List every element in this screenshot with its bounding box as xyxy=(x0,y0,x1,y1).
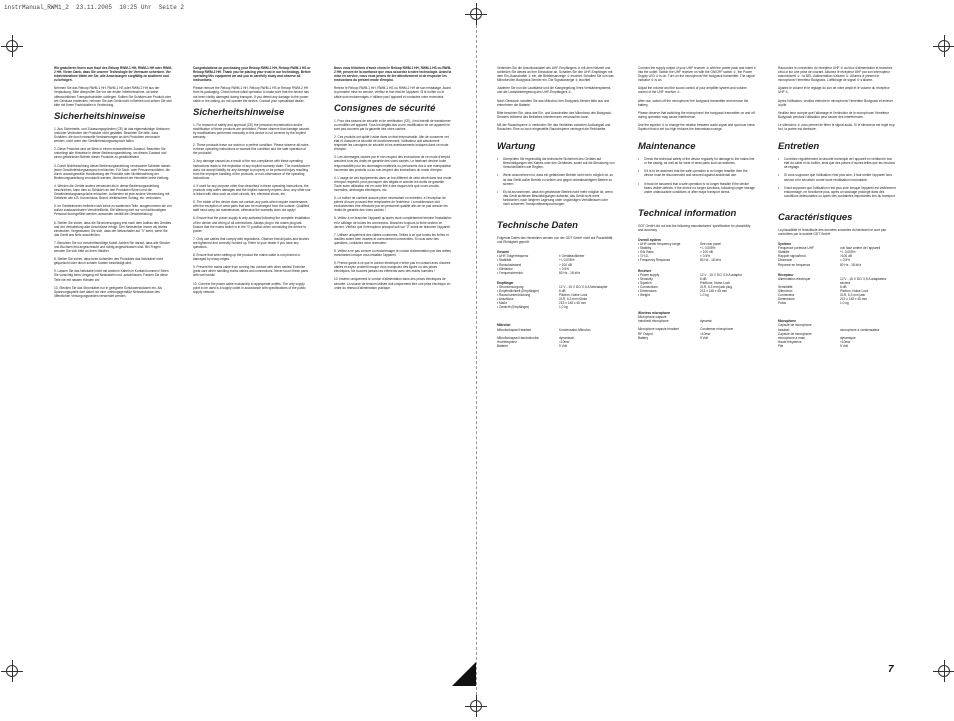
safety-item: 6. Veillez à ne brancher l'appareil qu'après avoir complètement terminé l'installation et le câblage de toutes les connexions. Branchez toujours la fiche secteur en dernier. Vérifiez que l'interrupteur principal soit sur "0" avant de brancher l'appareil. xyxy=(334,216,452,229)
spec-key: • T.H.D. xyxy=(638,254,649,259)
spec-key: • Sensivity xyxy=(638,276,653,281)
spec-key: Connecteur xyxy=(778,293,795,298)
safety-item: 2. These products leave our works in a perfect condition. Please observe all notes in these operating instructions to warrant this condition and the safe operation of the products! xyxy=(193,143,309,156)
spec-value: 6 dB xyxy=(559,289,566,293)
spec-key: Mikrofonkapsel Headset xyxy=(497,327,532,332)
page-number-left: 2 xyxy=(452,662,476,686)
safety-item: 1. For reasons of safety and approval (CE) the personal reconstruction and/or modification of these products are prohibited. Please observe that damage caused by modifications performed manually to this device is not covered by the implied warranty. xyxy=(193,122,310,140)
spec-key: Silencieux xyxy=(778,289,793,293)
spec-key: • Stabilität xyxy=(497,258,512,263)
spec-key: • S/N Ratio xyxy=(638,250,654,255)
spec-value: +/- 0.005% xyxy=(700,246,716,251)
safety-item: 4. Werden die Geräte anders verwendet als in dieser Bedienungsanleitung beschrieben, kann dies zu Schäden an den Produkten führen und die Gewährleistungsansprüche erlöschen. Außerdem ist jede andere Verwendung mit Gefahren wie z.B. Kurzschluss, Brand, elektrischem Schlag, etc. verbunden. xyxy=(54,183,170,201)
spec-value: Kondensator-Mikrofon xyxy=(559,327,591,332)
spec-row xyxy=(778,301,896,305)
maintenance-bullet: • Es ist anzunehmen, dass ein gefahrloser Betrieb nicht mehr möglich ist, wenn das Gerät sichtbare Beschädigungen aufweist, das Gerät nicht mehr funktioniert, nach längerer Lagerung unter ungünstigen Verhältnissen oder nach schweren Transportbeanspruchungen. xyxy=(497,190,615,206)
spec-key: • Weight xyxy=(638,293,650,298)
safety-item: 10. Connect the power cable exclusively to appropriate outlets. The only supply point to be used is a supply outlet in accordance with specifications of the public supply network. xyxy=(193,281,306,294)
safety-item: 8. Stellen Sie sicher, dass beim Aufstellen des Produktes das Netzkabel nicht gequetscht oder durch scharfe Kanten beschädigt wird. xyxy=(54,257,163,266)
spec-key: • Power supply xyxy=(638,272,660,277)
safety-item: 7. Benutzen Sie nur vorschriftsmäßige Kabel. Achten Sie darauf, dass alle Stecker und Buchsen fest angeschraubt und richtig angeschlossen sind. Bei Fragen wenden Sie sich bitte an Ihren Händler. xyxy=(54,240,171,254)
spec-key: Mikrofonkapsel Handmikrofon xyxy=(497,335,540,340)
spec-value: ± Geräteaufkleber xyxy=(559,254,585,259)
instruction-paragraph: Veuillez tenir compte que l'allumage et l'extinction de le microphone/ l'émetteur Bodypack pendant l'utilisation peut causer des interférences. xyxy=(778,110,889,119)
safety-item: 7. Only use cables that comply with regulations. Observe that all jacks and bushes are tightened and correctly hooked up. Refer to your dealer if you have any questions. xyxy=(193,236,310,249)
spec-value: 80 Hz - 18 kHz xyxy=(700,258,722,263)
spec-key: microphone à main xyxy=(778,335,806,340)
page-fold xyxy=(476,20,477,710)
safety-item: 10. Insérez uniquement le cordon d'alimentation dans des prises électriques de sécurité. La source de tension utilisée doit uniquement être une prise électrique en ordre du réseau d'alimentation publique. xyxy=(334,277,451,290)
spec-group-title: Système xyxy=(778,242,792,247)
spec-key: Microphone capsule xyxy=(638,315,667,320)
spec-value: 1,0 kg xyxy=(559,305,568,310)
spec-value: 12 V - 15 V DC/ 0.5 A adaptor xyxy=(700,272,742,277)
intro-text: Nous vous félicitons d'avoir choisi le Reloop RWM-1 HH, RWM-1 HS ou RWM-2 HH, preuve de la confiance que vous accordez à notre technologie. Avant la mise en service, nous vous prions de lire attentivement et de respecter les instructions du présent mode d'emploi. xyxy=(334,66,452,83)
spec-value: dynamisch xyxy=(559,335,575,340)
spec-value: 6 dB xyxy=(840,284,847,289)
spec-key: Dimensions xyxy=(778,297,795,302)
safety-list xyxy=(54,127,172,298)
instruction-paragraph: After use, switch off the microphone/ the bodypack transmitter and remove the battery. xyxy=(638,98,749,107)
safety-item: 5. Im Geräteinneren befinden sich keine zu wartenden Teile, ausgenommen die von außen austauschbaren Verschleißteile. Die Wartung darf nur von fachkundigem Personal durchgeführt werden, ansonsten verfällt die Gewährleistung! xyxy=(54,204,172,217)
spec-key: Poids xyxy=(778,301,786,306)
instruction-paragraph: Après l'utilisation, veuillez éteindre le microphone/ l'émetteur Bodypack et enlever la pile. xyxy=(778,98,893,107)
page-number-right: 7 xyxy=(888,664,894,675)
spec-value: See rear panel xyxy=(700,242,721,247)
column-en-right xyxy=(638,66,756,340)
safety-item: 3. Durch Nichtbeachtung dieser Bedienungsanleitung verursachte Schäden lassen jeden Gewährleistungsanspruch erlöschen. Für Sach- oder Personenschäden, die durch unsachgemäße Handhabung der Produkte oder Nichtbeachtung der Bedienungsanleitung verursacht werden, übernimmt der Hersteller keine Haftung. xyxy=(54,163,171,180)
spec-value: 213 x 148 x 45 mm xyxy=(840,297,868,302)
spec-group-title: Empfänger xyxy=(497,280,514,285)
spec-key: • Empfindlichkeit (Empfänger) xyxy=(497,289,540,293)
spec-value: +/- 0,005% xyxy=(559,258,575,263)
spec-group-title: Mikrofon xyxy=(497,323,511,328)
spec-value: XLR, 6,3 mm jack xyxy=(840,293,866,298)
safety-list xyxy=(334,119,452,290)
spec-value: 12 V - 15 V DC/ 0,5 A Netzadapter xyxy=(559,284,608,289)
spec-row xyxy=(778,263,896,267)
column-en xyxy=(193,66,311,298)
maintenance-bullet: • Wenn anzunehmen ist, dass ein gefahrloser Betrieb nicht mehr möglich ist, so ist das Gerät außer Betrieb zu setzen und gegen unbeabsichtigten Betrieb zu sichern. xyxy=(497,173,615,185)
crop-mark-icon xyxy=(6,665,18,677)
spec-row xyxy=(778,344,896,348)
spec-key: Réponse en fréquence xyxy=(778,262,811,267)
intro-text: Congratulations on purchasing your Reloop RWM-1 HH, Reloop RWM-1 HS or Reloop RWM-2 HH. Thank you for placing your trust in our technology. Before operating this equipment we ask you to carefully study and observe all instructions. xyxy=(193,66,311,83)
safety-list xyxy=(193,123,311,294)
spec-value: Pilotton, Noise Lock xyxy=(840,289,869,293)
column-fr-right xyxy=(778,66,896,348)
spec-key: • Frequency Response xyxy=(638,258,671,263)
spec-value: voir face arrière de l'appareil xyxy=(840,246,881,251)
spec-row xyxy=(638,336,756,340)
spec-key: Battery xyxy=(638,335,649,340)
spec-group-title: Overall system xyxy=(638,237,661,242)
spec-row xyxy=(638,258,756,262)
specs-heading: Technische Daten xyxy=(497,220,578,232)
column-de-right xyxy=(497,66,615,348)
instruction-paragraph: Mit der Rauschsperre ⑨ verändern Sie das Verhältnis zwischen Audiosignal und Rauschen. Eine zu hoch eingestellte Rauschsperre verringert die Reichweite. xyxy=(497,122,611,132)
intro-text-2: Retirez le Reloop RWM-1 HH, RWM-1 HS ou RWM-2 HH de son emballage. Avant la première mise en service, vérifiez le bon état de l'appareil. Si le boîtier ou le câble sont endommagés, n'utilisez pas l'appareil et contactez votre revendeur. xyxy=(334,86,451,99)
instruction-paragraph: Nach Gebrauch schalten Sie das Mikrofon/ den Bodypack-Sender bitte aus und entnehmen die Batterie. xyxy=(497,98,610,107)
spec-row xyxy=(497,305,615,309)
spec-value: < 0,5% xyxy=(559,266,570,271)
instruction-paragraph: Ajustez le volume et le réglage du son de votre ampli et le volume du récepteur UHF ④. xyxy=(778,86,890,95)
spec-key: • Maße xyxy=(497,301,508,306)
spec-value: <10mw xyxy=(840,339,851,344)
spec-key: Sensibilité xyxy=(778,284,793,289)
safety-item: 5. Le boîtier ne contient aucune pièce nécessitant un entretien, à l'exception de pièces d'usure pouvant être remplacées de l'extérieur. La maintenance doit exclusivement être effectuée par un personnel qualifié afin de ne pas annuler les droits de garantie des vices cachés ! xyxy=(334,196,448,213)
spec-value: 80 Hz - 18 kHz xyxy=(840,262,862,267)
maintenance-bullet: • Si vous supposez que l'utilisation n'est plus sûre, il faut mettre l'appareil hors service et le sécuriser contre toute réutilisation involontaire. xyxy=(778,173,896,181)
specs-heading: Technical information xyxy=(638,207,737,219)
spec-row xyxy=(638,293,756,297)
spec-value: 213 x 148 x 45 mm xyxy=(700,289,728,293)
spec-key: • Frequenzbereich xyxy=(497,270,523,275)
crop-mark-icon xyxy=(470,700,482,712)
spec-value: 6 dB xyxy=(700,276,707,281)
spec-value: 1,0 kg xyxy=(840,301,849,306)
spec-group-title: Récepteur xyxy=(778,272,794,277)
safety-item: 2. Ces produits ont quitté l'usine dans un état irréprochable. Afin de conserver cet état et d'assurer la sécurité de fonctionnement, l'utilisateur doit absolument respecter les consignes de sécurité et les avertissements indiqués dans ce mode d'emploi. xyxy=(334,134,449,152)
column-fr xyxy=(334,66,452,294)
spec-value: 9 Volt xyxy=(700,335,708,340)
spec-value: Pilottone, Noise Lock xyxy=(700,280,730,285)
specs-heading: Caractéristiques xyxy=(778,211,853,223)
spec-value: > 100 dB xyxy=(559,262,572,267)
spec-value: < 0,5% xyxy=(840,258,851,263)
section-heading: Consignes de sécurité xyxy=(334,102,436,114)
spec-value: 9 Volt xyxy=(559,343,567,348)
specs-intro: La plausibilité et l'exactitude des données suivantes du fabricant ne sont pas contrôlées par la société GDT GmbH. xyxy=(778,227,886,236)
section-heading: Sicherheitshinweise xyxy=(193,106,285,118)
spec-key: Pile xyxy=(778,343,784,348)
instruction-paragraph: Verbinden Sie die Anschlusskabel des UHF-Empfängers ⑩ mit dem Netzteil und schließen Sie dieses an Ihre Steckdose an. Schalten Sie den UHF-Empfänger mit dem Ein-/Ausschalter ① ein, die Betriebsanzeige ② leuchtet. Schalten Sie nun das Mikrofon/den Bodypack-Sender ein. Die Signalanzeige ⑤ leuchtet. xyxy=(497,66,614,83)
spec-key: Rapport signal/bruit xyxy=(778,254,806,259)
spec-value: +/- 0,005% xyxy=(840,250,856,255)
safety-item: 6. Ensure that the power supply is only activated following the complete installation of the device and wiring of all connections. Always plug in the mains plug last. Ensure that the mains switch is in the "0" position when connecting the device to power. xyxy=(193,216,310,233)
spec-value: XLR, 6.3 mm jack plug xyxy=(700,284,733,289)
instruction-paragraph: Adjust the volume and the sound control of your amplifier system and volume control of the UHF receiver ④. xyxy=(638,86,747,95)
spec-key: • Anschluss xyxy=(497,297,514,302)
crop-mark-icon xyxy=(938,40,950,52)
spec-value: dynamic xyxy=(700,319,712,324)
safety-item: 8. Ensure that when setting up the product the mains cable is not pinched or damaged by sharp edges. xyxy=(193,253,301,262)
spec-key: Capsule de microphone xyxy=(778,331,812,336)
spec-key: Capsule de microphone xyxy=(778,323,812,328)
specs-intro: GDT GmbH did not test the following manufacturers' specification for plausibility and accuracy. xyxy=(638,223,751,232)
spec-value: 9 Volt xyxy=(840,343,848,348)
spec-value: dynamique xyxy=(840,335,856,340)
safety-item: 6. Stellen Sie sicher, dass die Stromversorgung erst nach dem Aufbau des Gerätes und der Verkabelung aller Anschlüsse erfolgt. Den Netzstecker immer als letztes einstecken. Vergewissern Sie sich, dass der Netzschalter auf "0" steht, wenn Sie das Gerät ans Netz anschließen. xyxy=(54,220,172,237)
instruction-paragraph: Connect the supply output of your UHF receiver ⑩ with the power pack and insert it into the outlet. Switch the UHF receiver on with the ON/OFF switch ①, the Power Supply LED ② is on. Turn on the microphone/ the bodypack transmitter. The signal indicator ⑤ is on. xyxy=(638,66,756,83)
spec-value: > 100 dB xyxy=(700,250,713,255)
spec-key: • Gewicht (Empfänger) xyxy=(497,305,530,310)
crop-mark-icon xyxy=(470,8,482,20)
instruction-paragraph: Raccordez le connecteur du récepteur UHF ⑩ au bloc d'alimentation et branchez celui-ci sur une prise de courant. Allumez le récepteur UHF par son interrupteur marche/arrêt ① : la DEL d'alimentation s'allume ②. Allumez à présent le microphone/ l'émetteur Bodypack. L'affichage de signal ⑤ s'allume. xyxy=(778,66,893,83)
spec-key: Microphone capsule headset xyxy=(638,327,679,332)
spec-key: Fréquence porteuse UHF xyxy=(778,246,814,251)
file-header: instrManual_RWM1_2 23.11.2005 10:25 Uhr Seite 2 xyxy=(4,4,185,11)
spec-value: 1.0 kg xyxy=(700,293,709,298)
spec-key: Distorsion xyxy=(778,258,793,263)
spec-key: handheld microphone xyxy=(638,319,669,324)
spec-value: XLR, 6,3 mm Klinke xyxy=(559,297,588,302)
crop-mark-icon xyxy=(938,665,950,677)
spec-key: Haute fréquence xyxy=(778,339,802,344)
spec-value: 80 Hz - 18 kHz xyxy=(559,270,581,275)
safety-item: 9. Prevent the mains cable from coming into contact with other cables! Exercise great care when handling mains cables and connections. Never touch these parts with wet hands! xyxy=(193,265,308,278)
instruction-paragraph: Bitte beachten Sie, dass das Ein- und Ausschalten des Mikrofons/ des Bodypack-Senders während des Betriebes Interferenzen verursachen kann. xyxy=(497,110,612,119)
spec-value: 12 V - 15 V DC/ 0,5 A adaptateur secteur xyxy=(840,276,887,285)
maintenance-bullet: • Überprüfen Sie regelmäßig die technische Sicherheit des Gerätes auf Beschädigungen des Kabels oder des Gehäuses, sowie auf die Abnutzung von Verschleißteilen wie Reglern. xyxy=(497,157,615,169)
maintenance-bullet: • If it is to be assumed that the safe operation is no longer feasible then the device must be disconnected and secured against accidental use. xyxy=(638,169,756,177)
spec-group-title: Gesamt xyxy=(497,250,509,255)
spec-key: headset xyxy=(778,327,790,332)
maintenance-bullet: • Contrôlez régulièrement la sécurité technique de l'appareil en vérifiant le bon état du câble et du boîtier, ainsi que des pièces d'usures telles que les boutons de réglage. xyxy=(778,157,896,169)
spec-key: • Rauschabstand xyxy=(497,262,522,267)
safety-item: 8. Veillez à ne pas coincer ou endommager le cordon d'alimentation par des arêtes tranchantes lorsque vous installez l'appareil. xyxy=(334,249,451,258)
spec-key: Alimentation électrique xyxy=(778,276,811,281)
intro-text: Wir gratulieren Ihnen zum Kauf des Reloop RWM-1 HH, RWM-1 HH oder RWM-2 HH. Vielen Dank, dass Sie unserer Technologie Ihr Vertrauen schenken. Vor Inbetriebnahme bitten wir Sie, alle Anweisungen sorgfältig zu studieren und zu befolgen. xyxy=(54,66,172,83)
spec-group-title: Wireless microphone xyxy=(638,311,671,316)
spec-value: 213 x 148 x 45 mm xyxy=(559,301,587,306)
safety-item: 5. The inside of the device does not contain any parts which require maintenance, with the exception of wear parts that can be exchanged from the outside. Qualified staff must carry out maintenance, otherwise the warranty does not apply! xyxy=(193,200,310,213)
spec-key: • Stromversorgung xyxy=(497,284,524,289)
spec-key: RF Output xyxy=(638,331,653,336)
spec-key: • Squelch xyxy=(638,280,652,285)
intro-text-2: Please remove the Reloop RWM-1 HH, Reloop RWM-1 HS or Reloop RWM-2 HH from its packaging. Check before initial operation to make sure that the device has not been visibly damaged during transport. If you detect any damage to the power cable or the casing, do not operate the device. Contact your specialised dealer. xyxy=(193,86,309,103)
maintenance-heading: Maintenance xyxy=(638,141,696,153)
spec-value: Pilotton, Noise Lock xyxy=(559,293,588,298)
maintenance-heading: Wartung xyxy=(497,141,536,153)
safety-item: 4. If used for any purpose other than described in these operating instructions, the products may suffer damages and the implied warranty expires. Also, any other use is linked with risks such as short circuits, fire, electrical shock, etc. xyxy=(193,183,311,197)
instruction-paragraph: Le silencieux ⑨ vous permet de filtrer le signal audio. Si le silencieux est réglé trop fort, la portée est diminuée. xyxy=(778,122,895,132)
safety-item: 1. Pour des raisons de sécurité et de certification (CE), il est interdit de transformer ou modifier cet appareil. Tous les dégâts dus à une modification de cet appareil ne sont pas couverts par la garantie des vices cachés. xyxy=(334,118,451,131)
safety-item: 2. Diese Produkte sind ab Werk in einem einwandfreien Zustand. Beachten Sie unbedingt alle Hinweise in dieser Bedienungsanleitung, um diesen Zustand und einen gefahrlosen Betrieb dieser Produkte zu gewährleisten! xyxy=(54,147,167,160)
safety-item: 10. Stecken Sie das Stromkabel nur in geeignete Schukosteckdosen ein. Als Spannungsquelle darf dabei nur eine ordnungsgemäße Netzsteckdose des öffentlichen Versorgungsnetzes verwendet werden. xyxy=(54,285,162,298)
maintenance-bullet: • Il faut supposer que l'utilisation n'est plus sûre lorsque l'appareil est visiblement endommagé, ne fonctionne plus, après un stockage prolongé dans des conditions défavorables ou après des contraintes importantes lors du transport. xyxy=(778,186,896,198)
safety-item: 3. Any damage caused as a result of the non-compliance with these operating instructions leads to the expiration of any implied warranty claim. The manufacturer does not accept liability for any damage to property or for personal injury resulting from the improper handling of the products, or non-observance of the operating instructions. xyxy=(193,159,311,180)
section-heading: Sicherheitshinweise xyxy=(54,110,146,122)
spec-row xyxy=(497,344,615,348)
spec-key: Stabilité xyxy=(778,250,790,255)
spec-key: • Connections xyxy=(638,284,658,289)
spec-value: >100 dB xyxy=(840,254,852,259)
instruction-paragraph: Justieren Sie nun die Lautstärke und die Klangregelung Ihres Verstärkersystems und die Lautstärkeregelung des UHF-Empfängers ④. xyxy=(497,86,611,95)
safety-item: 9. Prenez garde à ce que le cordon électrique n'entre pas en contact avec d'autres câbles et soyez prudent lorsque vous manipulez des lignes ou des prises électriques. Ne touchez jamais ces éléments avec des mains humides ! xyxy=(334,261,451,274)
safety-item: 3. Les dommages causés par le non-respect des instructions de ce mode d'emploi annulent tous les droits de garantie des vices cachés. Le fabricant décline toute responsabilité pour les dommages matériels ou personnels dus à une manipulation incorrecte des produits ou au non-respect des instructions du mode d'emploi. xyxy=(334,155,452,172)
spec-key: Hochfrequenz xyxy=(497,339,517,344)
intro-text-2: Nehmen Sie das Reloop RWM-1 HH, RWM-1 HS oder RWM-2 HH aus der Verpackung. Bitte überprüfen Sie vor der ersten Inbetriebnahme, ob keine offensichtlichen Transportschäden vorliegen. Sollten Sie Schäden am Produkt oder am Gehäuse entdecken, nehmen Sie das Gerät nicht in Betrieb und setzen Sie sich bitte mit Ihrem Fachhändler in Verbindung. xyxy=(54,86,173,107)
spec-row xyxy=(497,271,615,275)
safety-item: 9. Lassen Sie das Netzkabel nicht mit anderen Kabeln in Kontakt kommen! Seien Sie vorsichtig beim Umgang mit Netzkabeln und -anschlüssen. Fassen Sie diese Teile nie mit nassen Händen an! xyxy=(54,269,169,282)
spec-key: • Rauschunterdrückung xyxy=(497,293,531,298)
spec-value: <10mw xyxy=(559,339,570,344)
spec-value: microphone à condensateur xyxy=(840,327,880,332)
safety-item: 1. Aus Sicherheits- und Zulassungsgründen (CE) ist das eigenmächtige Umbauen und/oder Verändern der Produkte nicht gestattet. Beachten Sie bitte, dass Schäden, die durch manuelle Veränderungen an den Produkten verursacht werden, nicht unter den Gewährleistungsanspruch fallen. xyxy=(54,126,170,144)
maintenance-heading: Entretien xyxy=(778,141,820,153)
spec-row xyxy=(778,277,896,285)
instruction-paragraph: Please observe that switching the microphone/ the bodypack transmitter on and off during operation may cause interference. xyxy=(638,110,755,119)
spec-key: • UHF-Trägerfrequenz xyxy=(497,254,529,259)
spec-value: < 0.5% xyxy=(700,254,711,259)
crop-mark-icon xyxy=(6,40,18,52)
spec-key: • Dimensions xyxy=(638,289,657,293)
spec-key: • UHF carrier frequency range xyxy=(638,242,681,247)
spec-value: <10mw xyxy=(700,331,711,336)
safety-item: 4. L'usage de ces équipements dans un but différent de celui décrit dans leur mode d'emploi respectif, peut provoquer des dégâts et annuler les droits de garantie. Toute autre utilisation est en outre liée à des risques tels que court-circuits, incendies, décharges électriques, etc. xyxy=(334,175,452,192)
spec-group-title: Receiver xyxy=(638,268,652,273)
spec-group-title: Microphone xyxy=(778,319,797,324)
spec-key: Batterie xyxy=(497,343,508,348)
maintenance-bullet: • Check the technical safety of the device regularly for damage to the mains line or the casing, as well as for wear of wear parts such as switches. xyxy=(638,157,756,165)
spec-key: • Stability xyxy=(638,246,652,251)
spec-value: Condenser microphone xyxy=(700,327,734,332)
maintenance-bullet: • It must be assumed that a safe operation is no longer feasible if the device bears visible defects, if the device no longer functions, following longer storage under unfavourable conditions or after major transport stress. xyxy=(638,182,756,194)
column-de xyxy=(54,66,172,302)
specs-intro: Folgende Daten des Herstellers werden von der GDT GmbH nicht auf Plausibilität und Richtigkeit geprüft. xyxy=(497,236,613,245)
instruction-paragraph: Use the squelch ⑨ to change the relation between audio signal and spurious noise. Squelch that is set too high reduces the transmission range. xyxy=(638,122,756,132)
safety-item: 7. Utilisez uniquement des câbles conformes. Veillez à ce que toutes les fiches et douilles soient bien vissées et correctement connectées. Si vous avez des questions, contactez votre revendeur. xyxy=(334,232,449,245)
spec-key: • Klirrfaktor xyxy=(497,266,513,271)
